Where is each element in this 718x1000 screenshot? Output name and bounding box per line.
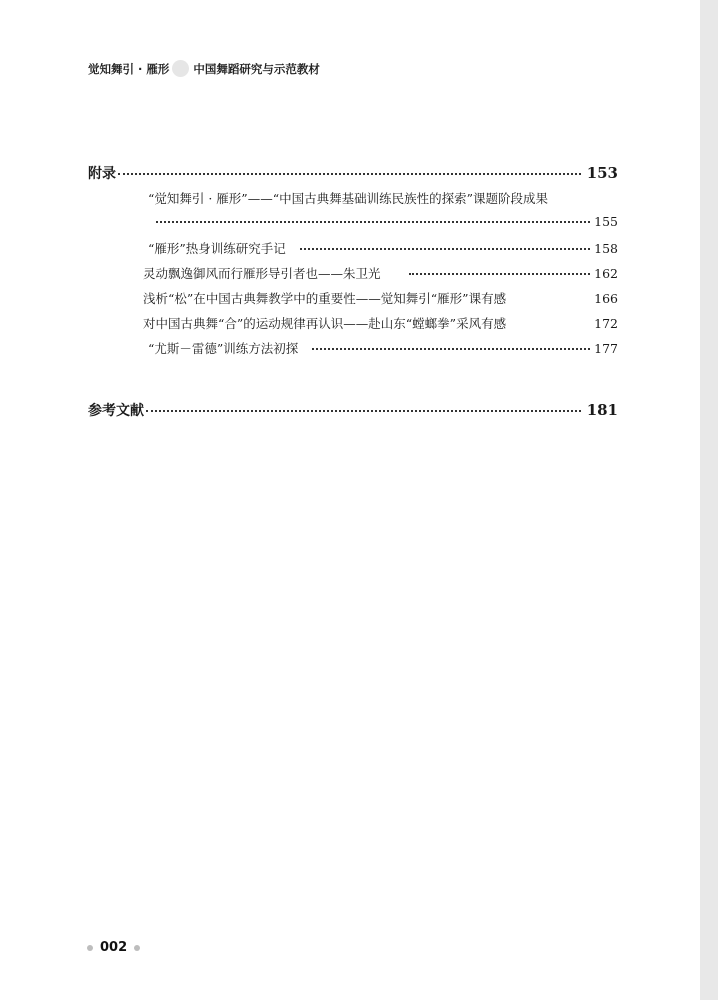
toc-entry-title: 参考文献 [88,403,144,419]
toc-entry-appendix-item[interactable] [88,339,618,357]
dot-leader [409,273,591,275]
toc-entry-appendix-item-continued[interactable] [88,214,618,229]
dot-leader [312,348,590,350]
toc-entry-page: 166 [594,291,618,306]
dot-leader [146,410,581,412]
toc-entry-title: 对中国古典舞“合”的运动规律再认识——赴山东“螳螂拳”采风有感 [143,316,507,331]
toc-entry-page: 162 [594,266,618,281]
dot-leader [156,221,590,223]
toc-entry-page: 155 [594,214,618,229]
series-title: 觉知舞引 · 雁形 [88,61,170,76]
toc-entry-appendix-item[interactable] [88,239,618,257]
page-footer [87,940,140,955]
toc-entry-title: “觉知舞引 · 雁形”——“中国古典舞基础训练民族性的探索”课题阶段成果 [148,191,548,206]
toc-entry-title: 附录 [88,166,116,182]
toc-entry-title: 灵动飘逸御风而行雁形导引者也——朱卫光 [143,266,381,281]
page-edge-strip [700,0,718,1000]
toc-entry-appendix-item[interactable] [88,314,618,332]
running-header [88,60,320,77]
dot-leader [118,173,581,175]
book-subtitle: 中国舞蹈研究与示范教材 [193,61,320,76]
toc-entry-page: 172 [594,316,618,331]
toc-entry-references[interactable] [88,400,618,420]
folio-dot-left [87,945,93,951]
toc-entry-title: “雁形”热身训练研究手记 [148,241,286,256]
toc-entry-title: “尤斯－雷德”训练方法初探 [148,341,299,356]
toc-entry-page: 158 [594,241,618,256]
toc-entry-page: 181 [586,401,618,419]
toc-entry-appendix-item[interactable] [88,289,618,307]
page-number: 002 [100,940,128,955]
toc-entry-title: 浅析“松”在中国古典舞教学中的重要性——觉知舞引“雁形”课有感 [143,291,507,306]
toc-entry-page: 153 [586,164,618,182]
dot-leader [300,248,590,250]
toc-entry-page: 177 [594,341,618,356]
toc-entry-appendix[interactable] [88,163,618,183]
header-separator-circle [172,60,189,77]
toc-entry-appendix-item[interactable] [88,189,618,207]
folio-dot-right [134,945,140,951]
toc-entry-appendix-item[interactable] [88,264,618,282]
